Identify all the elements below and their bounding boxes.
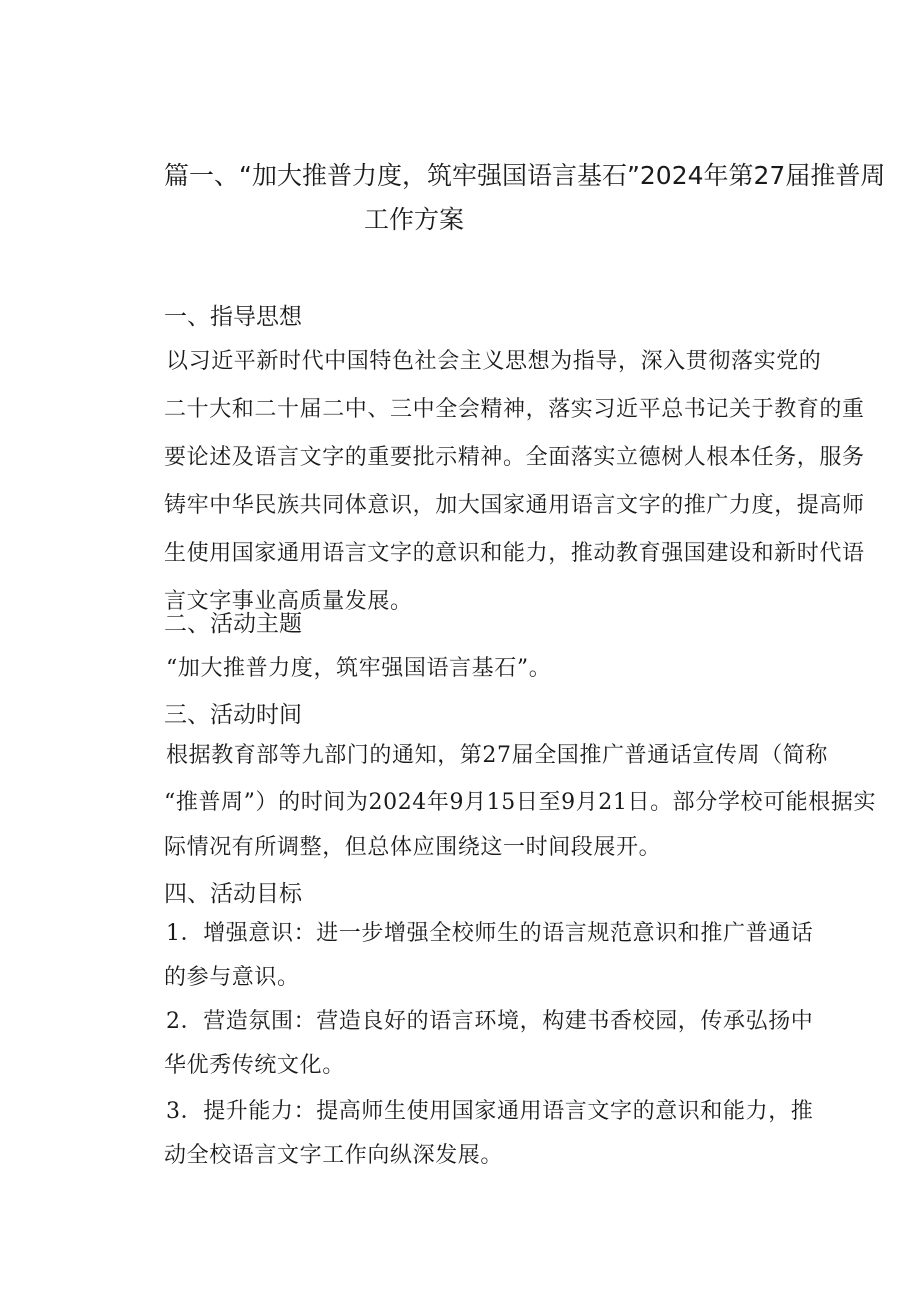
list-item: 1．增强意识：进一步增强全校师生的语言规范意识和推广普通话: [166, 921, 814, 946]
section-heading-goals: 四、活动目标: [164, 881, 302, 907]
section-heading-guiding-ideology: 一、指导思想: [164, 304, 302, 330]
paragraph-line: 二十大和二十届二中、三中全会精神，落实习近平总书记关于教育的重: [164, 397, 865, 422]
paragraph-line: 根据教育部等九部门的通知，第27届全国推广普通话宣传周（简称: [166, 743, 828, 768]
paragraph-line: 生使用国家通用语言文字的意识和能力，推动教育强国建设和新时代语: [164, 541, 865, 566]
list-item-continuation: 的参与意识。: [164, 965, 300, 990]
paragraph-line: 以习近平新时代中国特色社会主义思想为指导，深入贯彻落实党的: [166, 349, 822, 374]
section-heading-time: 三、活动时间: [164, 702, 302, 728]
paragraph-line: 言文字事业高质量发展。: [164, 589, 413, 614]
list-item-continuation: 华优秀传统文化。: [164, 1053, 345, 1078]
paragraph-line: “加大推普力度，筑牢强国语言基石”。: [166, 656, 552, 681]
list-item: 2．营造氛围：营造良好的语言环境，构建书香校园，传承弘扬中: [166, 1009, 814, 1034]
section-heading-theme: 二、活动主题: [164, 611, 302, 637]
paragraph-line: 铸牢中华民族共同体意识，加大国家通用语言文字的推广力度，提高师: [164, 493, 865, 518]
paragraph-line: “推普周”）的时间为2024年9月15日至9月21日。部分学校可能根据实: [164, 790, 877, 815]
document-title-line2: 工作方案: [364, 205, 465, 234]
document-title-line1: 篇一、“加大推普力度，筑牢强国语言基石”2024年第27届推普周: [164, 161, 886, 190]
list-item: 3．提升能力：提高师生使用国家通用语言文字的意识和能力，推: [166, 1099, 814, 1124]
paragraph-line: 要论述及语言文字的重要批示精神。全面落实立德树人根本任务，服务: [164, 445, 865, 470]
paragraph-line: 际情况有所调整，但总体应围绕这一时间段展开。: [164, 835, 662, 860]
list-item-continuation: 动全校语言文字工作向纵深发展。: [164, 1143, 504, 1168]
